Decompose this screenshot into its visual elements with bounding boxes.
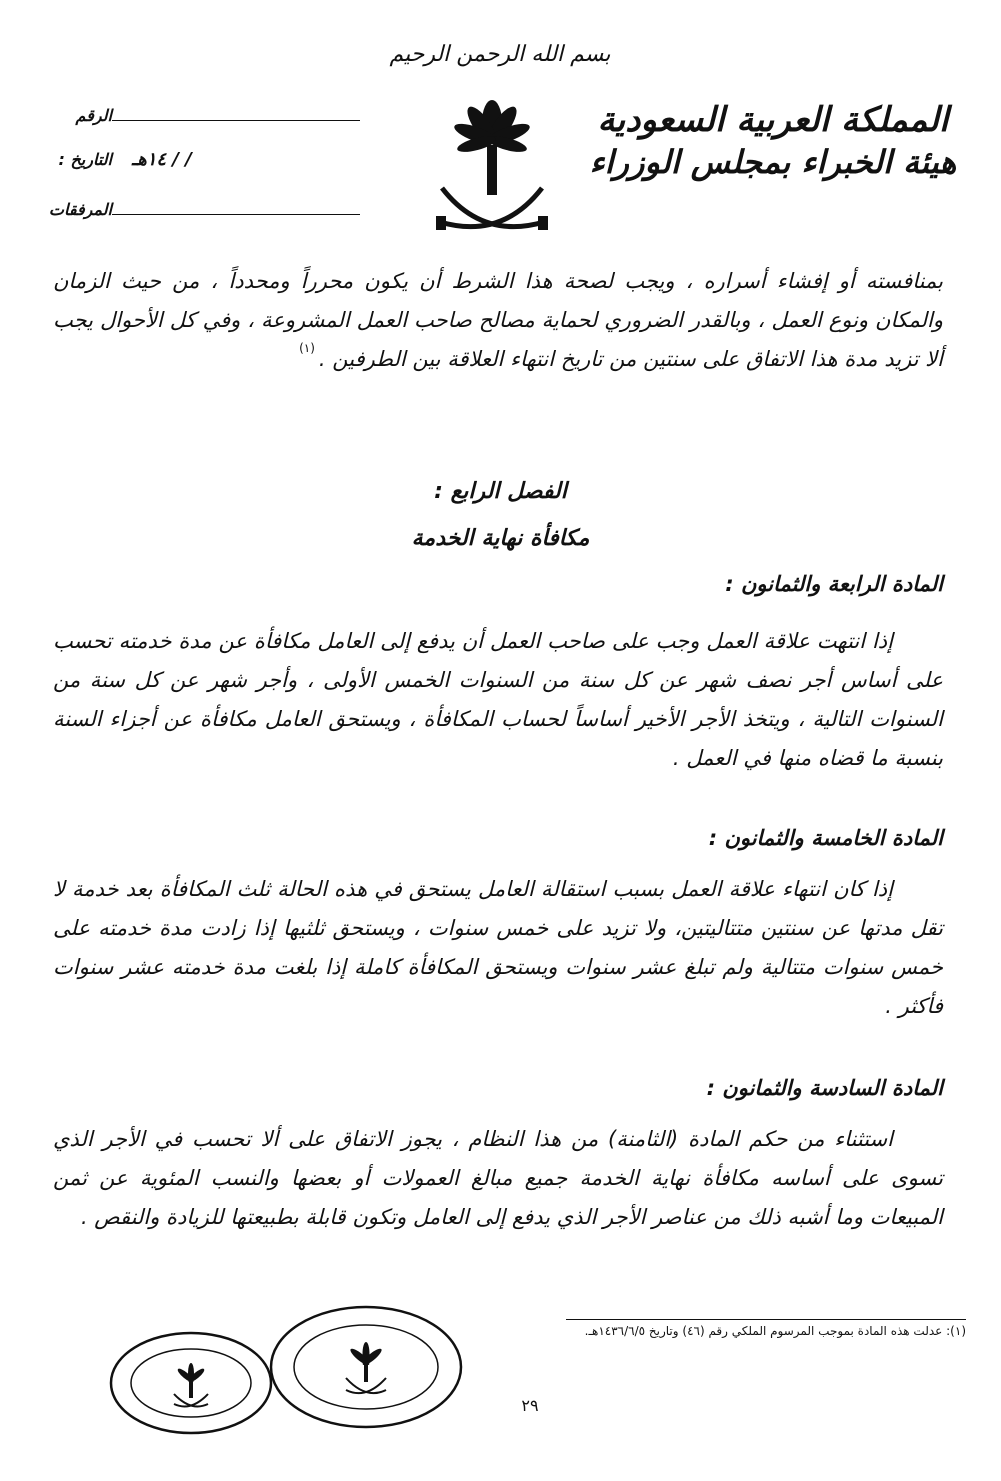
date-block — [48, 146, 368, 172]
authority-name: هيئة الخبراء بمجلس الوزراء — [589, 143, 957, 182]
footnote-ref: (١) — [299, 341, 315, 355]
footnote-divider — [566, 1319, 966, 1320]
article-85-title: المادة الخامسة والثمانون : — [708, 826, 943, 850]
attachments-line — [112, 204, 360, 215]
article-86-text: استثناء من حكم المادة (الثامنة) من هذا النظام ، يجوز الاتفاق على ألا تحسب في الأجر الذي تسوى على أساسه مكافأة نهاية الخدمة جميع مبالغ العمولات أو بعضها والنسب المئوية عن ثمن المبيعات وما أشبه ذلك من عناصر الأجر الذي يدفع إلى العامل وتكون قابلة بطبيعتها للزيادة والنقص . — [53, 1127, 943, 1229]
experts-commission-seal-icon — [266, 1302, 466, 1432]
article-85-text: إذا كان انتهاء علاقة العمل بسبب استقالة العامل يستحق في هذه الحالة ثلث المكافأة بعد خدمة لا تقل مدتها عن سنتين متتاليتين، ولا تزيد على خمس سنوات ، ويستحق ثلثيها إذا زادت مدة خدمته على خمس سنوات متتالية ولم تبلغ عشر سنوات ويستحق المكافأة كاملة إذا بلغت مدة خدمته عشر سنوات فأكثر . — [53, 877, 943, 1018]
date-label: التاريخ : — [58, 149, 112, 169]
article-84-title: المادة الرابعة والثمانون : — [725, 572, 943, 596]
letterhead-title — [573, 98, 973, 184]
chapter-subtitle: مكافأة نهاية الخدمة — [411, 526, 590, 551]
intro-paragraph — [53, 262, 943, 382]
chapter-title: الفصل الرابع : — [434, 479, 567, 504]
article-86-title: المادة السادسة والثمانون : — [706, 1076, 943, 1100]
page-number: ٢٩ — [521, 1396, 539, 1415]
basmala: بسم الله الرحمن الرحيم — [389, 42, 611, 67]
article-84-text: إذا انتهت علاقة العمل وجب على صاحب العمل أن يدفع إلى العامل مكافأة عن مدة خدمته تحسب على أساس أجر نصف شهر عن كل سنة من السنوات الخمس الأولى ، وأجر شهر عن كل سنة من السنوات التالية ، ويتخذ الأجر الأخير أساساً لحساب المكافأة ، ويستحق العامل مكافأة عن أجزاء السنة بنسبة ما قضاه منها في العمل . — [53, 629, 943, 770]
kingdom-name: المملكة العربية السعودية — [597, 100, 949, 140]
footnote: (١): عدلت هذه المادة بموجب المرسوم الملكي رقم (٤٦) وتاريخ ١٤٣٦/٦/٥هـ. — [584, 1324, 966, 1338]
attachments-block — [48, 196, 368, 222]
intro-text: بمنافسته أو إفشاء أسراره ، ويجب لصحة هذا الشرط أن يكون محرراً ومحدداً ، من حيث الزمان والمكان ونوع العمل ، وبالقدر الضروري لحماية مصالح صاحب العمل المشروعة ، وفي كل الأحوال يجب ألا تزيد مدة هذا الاتفاق على سنتين من تاريخ انتهاء العلاقة بين الطرفين . — [53, 269, 943, 371]
reference-block — [48, 102, 368, 128]
attachments-label: المرفقات — [48, 199, 112, 219]
ref-row — [48, 102, 368, 128]
palm-and-swords-emblem-icon — [432, 100, 552, 240]
secretariat-seal-icon — [106, 1328, 276, 1438]
ref-label: الرقم — [75, 105, 112, 125]
attachments-row — [48, 196, 368, 222]
date-row — [48, 146, 368, 172]
date-value: / / ١٤هـ — [132, 148, 192, 170]
ref-line — [112, 110, 360, 121]
